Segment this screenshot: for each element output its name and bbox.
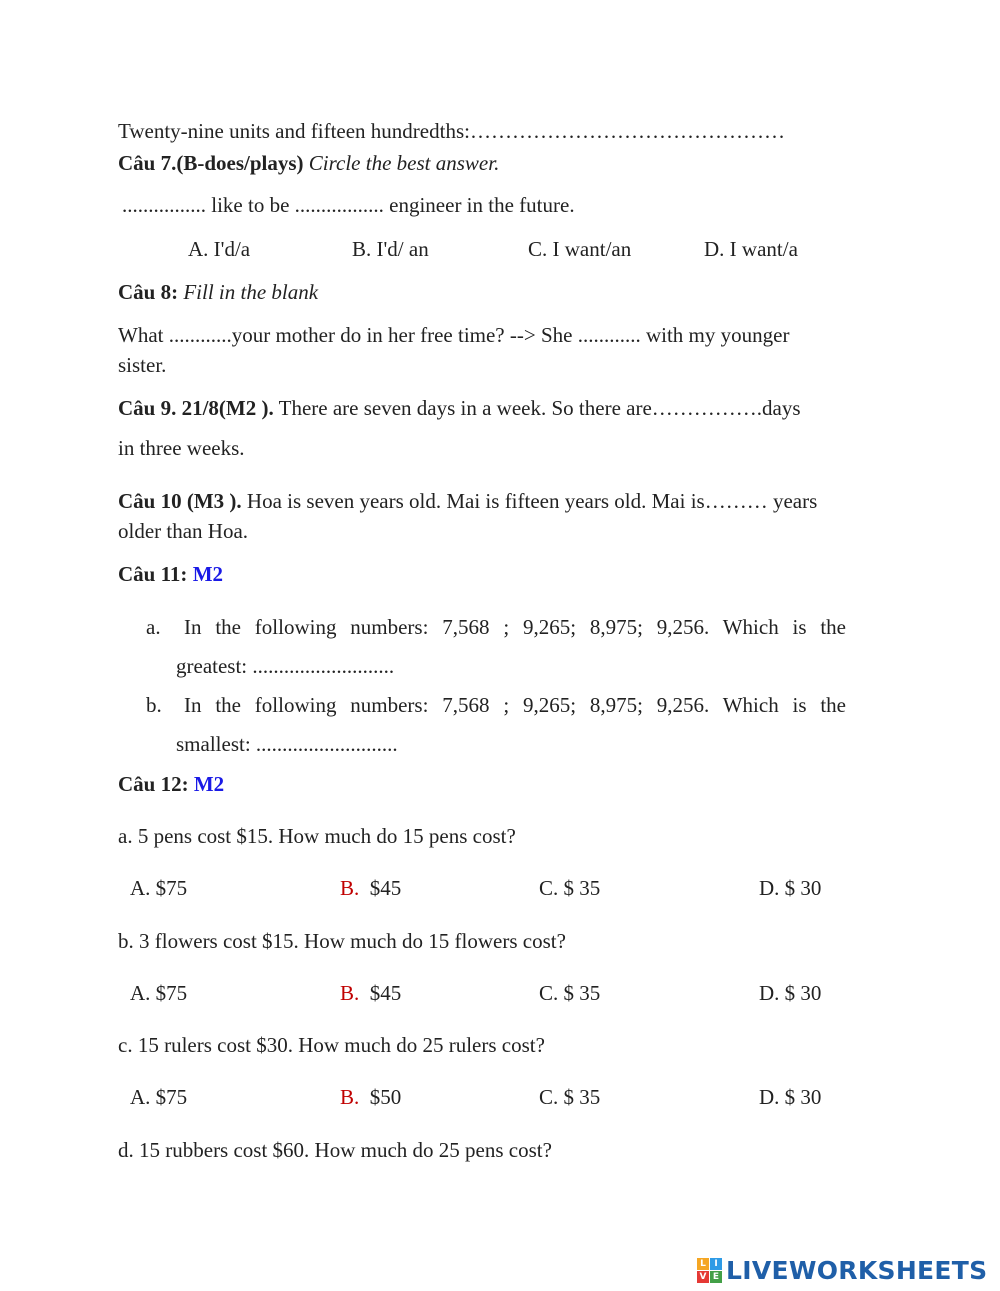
question-10-label: Câu 10 (M3 ). [118, 489, 242, 513]
logo-cube-v: V [697, 1271, 709, 1283]
question-12-a-option-b[interactable] [340, 875, 401, 901]
question-10-text: Hoa is seven years old. Mai is fifteen years old. Mai is……… years [246, 489, 818, 513]
question-12-a-option-d[interactable]: D. $ 30 [759, 876, 822, 900]
question-12-d-text: d. 15 rubbers cost $60. How much do 25 pens cost? [118, 1138, 552, 1162]
question-12-c-option-b[interactable] [340, 1084, 401, 1110]
question-11-b-line-1: In the following numbers: 7,568 ; 9,265; 8,975; 9,256. Which is the [184, 693, 846, 717]
question-11-b-line-2: smallest: ........................... [176, 732, 398, 756]
question-11-a-line-1: In the following numbers: 7,568 ; 9,265; 8,975; 9,256. Which is the [184, 615, 846, 639]
logo-wordmark: LIVEWORKSHEETS [726, 1255, 988, 1285]
question-12-c-option-c[interactable]: C. $ 35 [539, 1085, 601, 1109]
option-b-value: $50 [369, 1085, 402, 1109]
question-7-sentence: ................ like to be ................. engineer in the future. [122, 193, 575, 217]
question-12-c-text: c. 15 rulers cost $30. How much do 25 rulers cost? [118, 1033, 545, 1057]
question-8-line-1: What ............your mother do in her free time? --> She ............ with my younger [118, 323, 790, 347]
question-11-b-marker: b. [146, 693, 162, 717]
question-7-header [118, 150, 499, 176]
question-12-a-option-a[interactable]: A. $75 [130, 876, 188, 900]
logo-cubes-icon [697, 1258, 722, 1283]
question-7-label: Câu 7.(B-does/plays) [118, 151, 304, 175]
question-11-level: M2 [192, 562, 224, 586]
question-11-label: Câu 11: [118, 562, 188, 586]
question-7-option-c[interactable]: C. I want/an [528, 237, 632, 261]
question-12-b-option-c[interactable]: C. $ 35 [539, 981, 601, 1005]
question-9-label: Câu 9. 21/8(M2 ). [118, 396, 274, 420]
question-8-line-2: sister. [118, 353, 167, 377]
logo-cube-l: L [697, 1258, 709, 1270]
question-12-level: M2 [193, 772, 225, 796]
question-7-option-b[interactable]: B. I'd/ an [352, 237, 429, 261]
question-11-a-marker: a. [146, 615, 161, 639]
question-12-a-option-c[interactable]: C. $ 35 [539, 876, 601, 900]
question-10-line-2: older than Hoa. [118, 519, 249, 543]
question-9-line-1 [118, 395, 801, 421]
question-12-label: Câu 12: [118, 772, 189, 796]
question-12-b-option-b[interactable] [340, 980, 401, 1006]
logo-cube-e: E [710, 1271, 722, 1283]
question-8-instruction: Fill in the blank [183, 280, 319, 304]
question-8-header [118, 279, 318, 305]
option-b-letter: B. [340, 1085, 360, 1109]
question-10-line-1 [118, 488, 817, 514]
option-b-letter: B. [340, 981, 360, 1005]
question-12-b-option-d[interactable]: D. $ 30 [759, 981, 822, 1005]
line-twenty-nine: Twenty-nine units and fifteen hundredths:……………………………………… [118, 119, 785, 143]
option-b-value: $45 [369, 876, 402, 900]
question-7-option-a[interactable]: A. I'd/a [188, 237, 251, 261]
question-12-c-option-d[interactable]: D. $ 30 [759, 1085, 822, 1109]
question-7-option-d[interactable]: D. I want/a [704, 237, 798, 261]
question-9-text: There are seven days in a week. So there are…………….days [278, 396, 801, 420]
question-12-header [118, 771, 224, 797]
question-9-line-2: in three weeks. [118, 436, 245, 460]
question-11-a-line-2: greatest: ........................... [176, 654, 395, 678]
option-b-value: $45 [369, 981, 402, 1005]
option-b-letter: B. [340, 876, 360, 900]
question-8-label: Câu 8: [118, 280, 179, 304]
logo-cube-i: I [710, 1258, 722, 1270]
liveworksheets-logo[interactable] [697, 1254, 987, 1286]
question-11-header [118, 561, 223, 587]
question-7-instruction: Circle the best answer. [308, 151, 500, 175]
question-12-b-option-a[interactable]: A. $75 [130, 981, 188, 1005]
question-12-a-text: a. 5 pens cost $15. How much do 15 pens cost? [118, 824, 516, 848]
question-12-c-option-a[interactable]: A. $75 [130, 1085, 188, 1109]
question-12-b-text: b. 3 flowers cost $15. How much do 15 flowers cost? [118, 929, 566, 953]
